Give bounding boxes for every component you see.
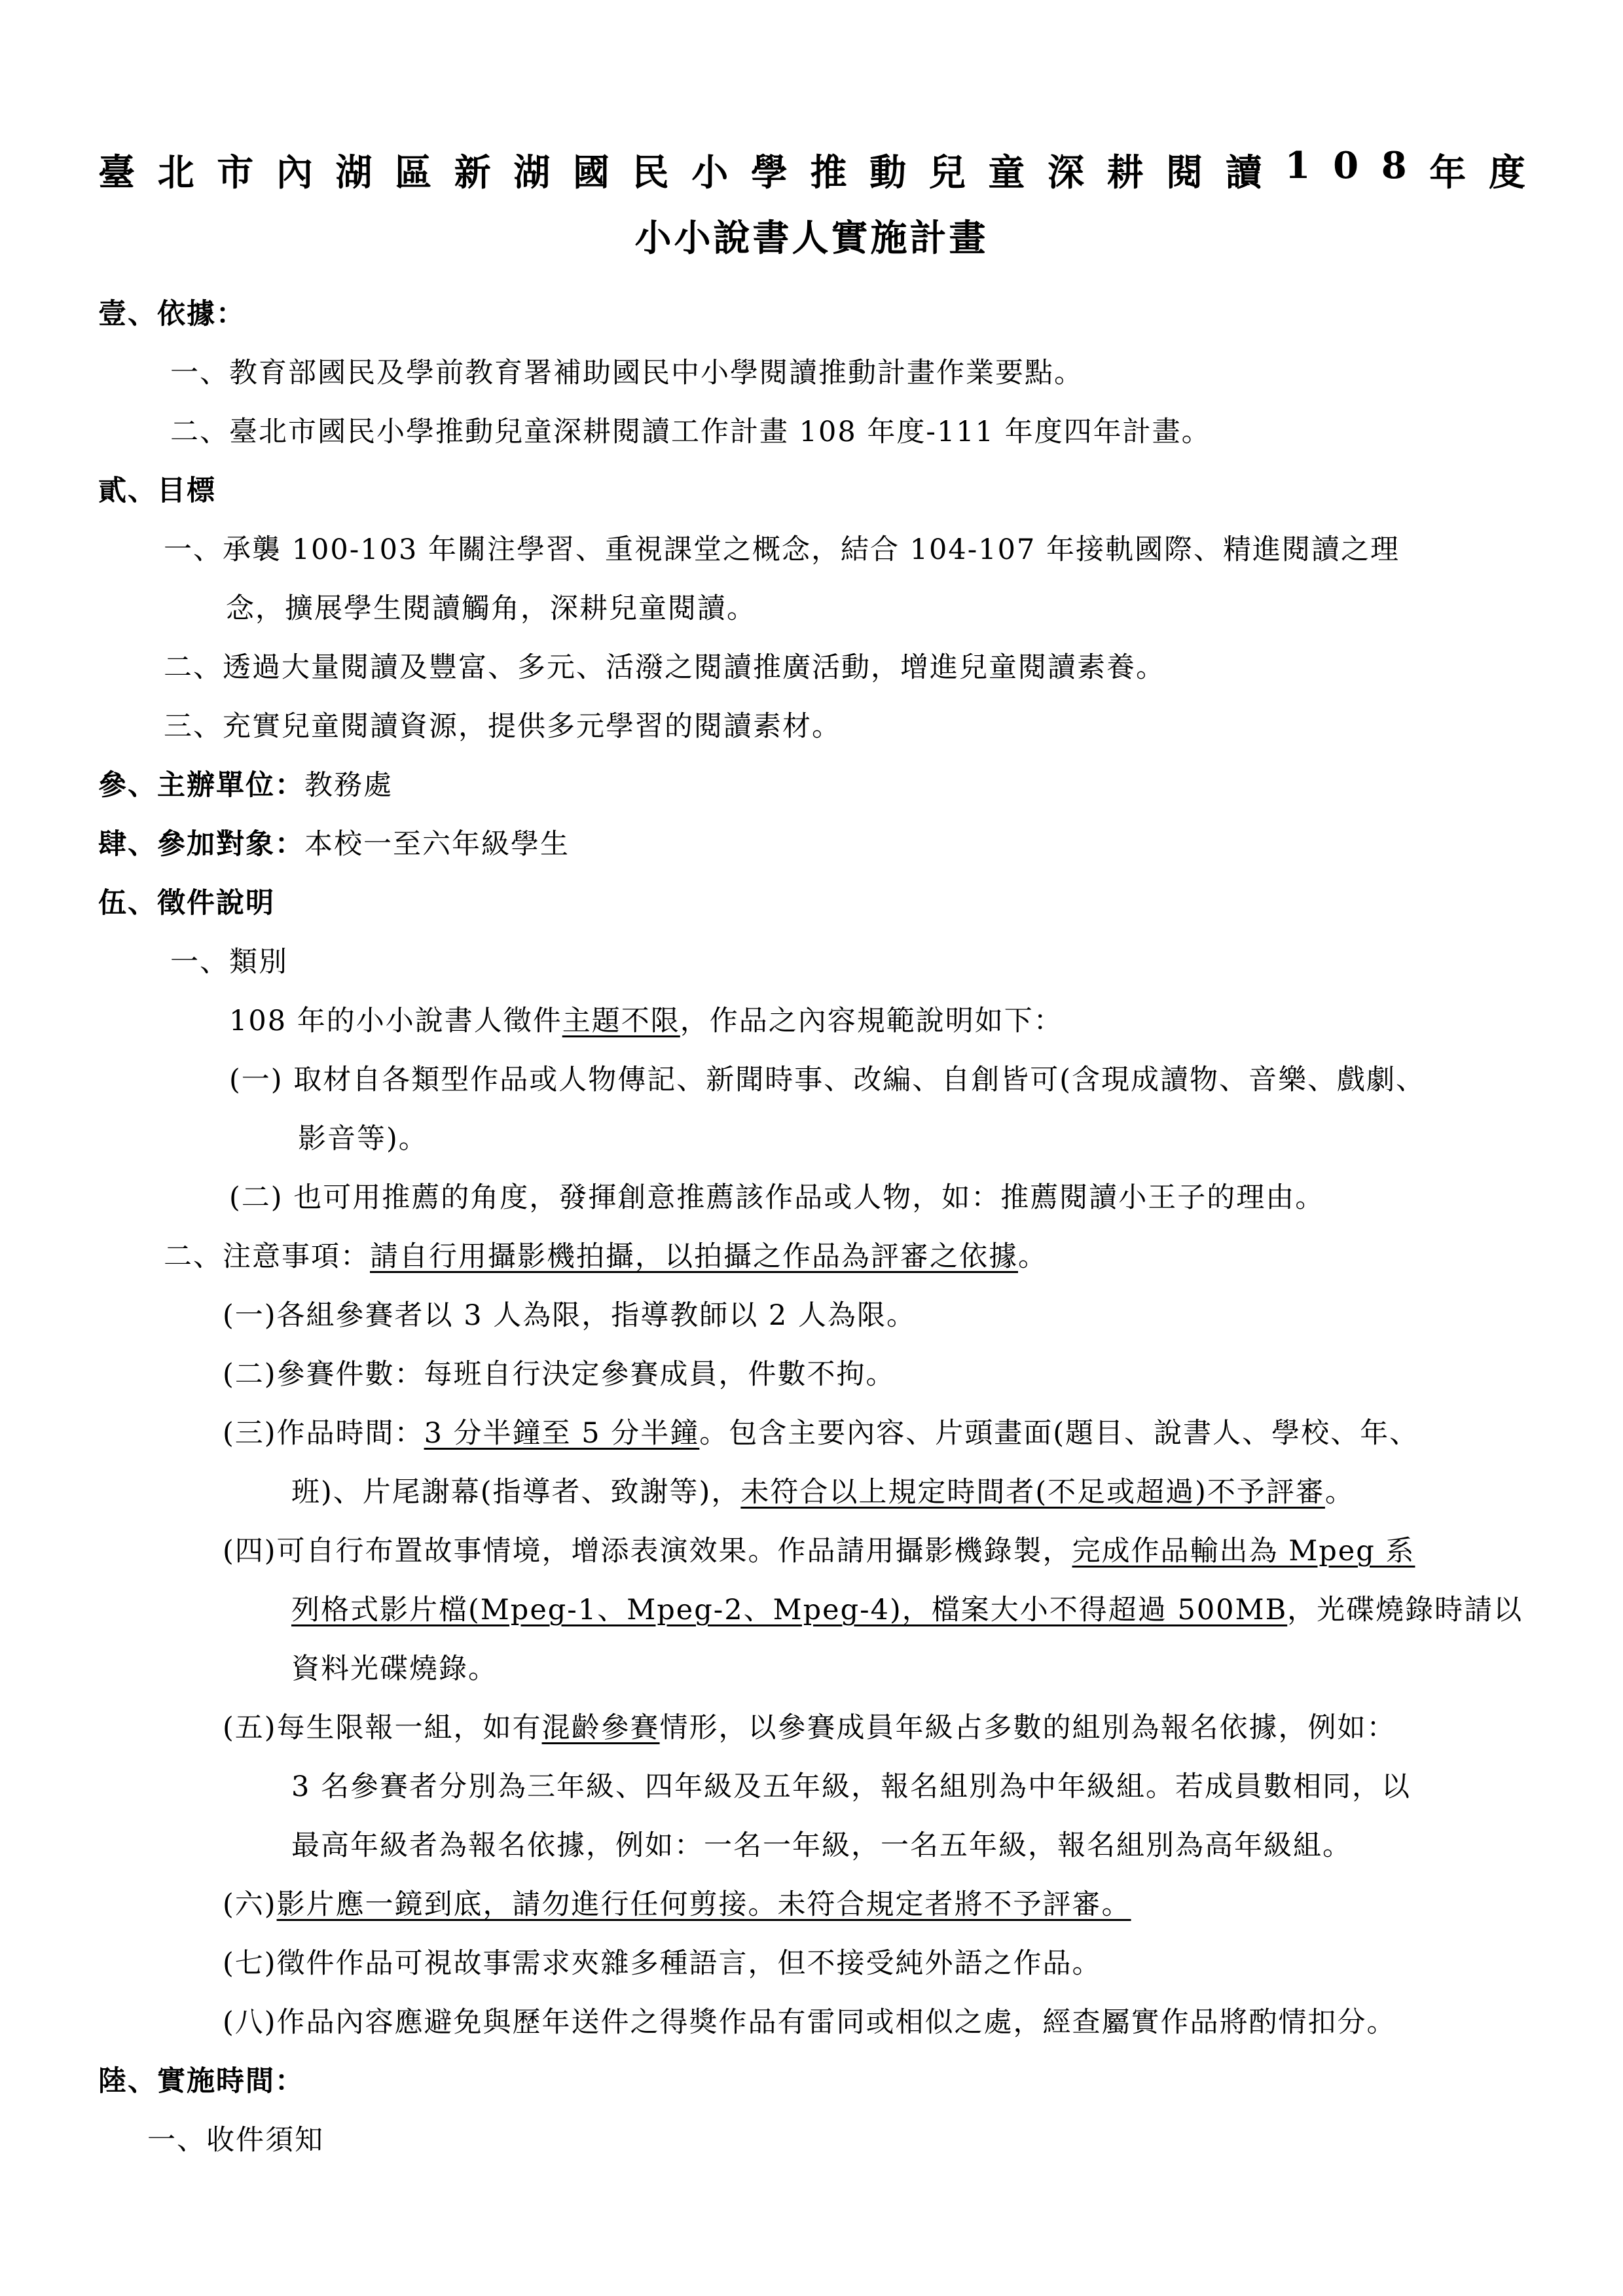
note-3-line-1 xyxy=(223,1414,1419,1453)
title-char: 內 xyxy=(276,151,313,194)
title-char: 度 xyxy=(1488,151,1525,194)
title-char: 新 xyxy=(454,151,491,194)
notes-label: 二、注意事項： xyxy=(164,1240,370,1273)
section-6-item-1: 一、收件須知 xyxy=(147,2124,324,2157)
note-4-underlined: 完成作品輸出為 Mpeg 系 xyxy=(1072,1535,1415,1568)
section-5-category-heading: 一、類別 xyxy=(170,946,288,978)
section-2-item-3: 三、充實兒童閱讀資源，提供多元學習的閱讀素材。 xyxy=(164,710,841,743)
note-3-line-2 xyxy=(291,1473,1355,1512)
category-point-1-line-1: (一) 取材自各類型作品或人物傳記、新聞時事、改編、自創皆可(含現成讀物、音樂、戲劇、 xyxy=(229,1064,1425,1096)
title-char: 臺 xyxy=(98,151,135,194)
notes-underlined: 請自行用攝影機拍攝，以拍攝之作品為評審之依據 xyxy=(370,1240,1018,1273)
section-1-item-2: 二、臺北市國民小學推動兒童深耕閱讀工作計畫 108 年度-111 年度四年計畫。 xyxy=(170,416,1211,448)
section-2-heading: 貳、目標 xyxy=(98,475,216,507)
note-4-underlined-2: 列格式影片檔(Mpeg-1、Mpeg-2、Mpeg-4)，檔案大小不得超過 500MB xyxy=(291,1594,1288,1626)
title-char: 耕 xyxy=(1106,151,1144,194)
section-5-category-intro xyxy=(229,1001,1063,1041)
section-5-heading: 伍、徵件說明 xyxy=(98,887,275,920)
intro-text-end: ，作品之內容規範說明如下： xyxy=(680,1005,1063,1037)
section-1-item-1: 一、教育部國民及學前教育署補助國民中小學閱讀推動計畫作業要點。 xyxy=(170,357,1084,389)
note-6-underlined: 影片應一鏡到底，請勿進行任何剪接。未符合規定者將不予評審。 xyxy=(276,1888,1131,1921)
note-5-text: (五)每生限報一組，如有 xyxy=(223,1712,542,1744)
section-2-item-1-line-1: 一、承襲 100-103 年關注學習、重視課堂之概念，結合 104-107 年接軌國際、精進閱讀之理 xyxy=(164,533,1400,566)
title-char: 國 xyxy=(573,151,610,194)
title-char: 湖 xyxy=(335,151,373,194)
note-6 xyxy=(223,1885,1131,1924)
note-3-label: (三)作品時間： xyxy=(223,1417,424,1450)
document-title-line2: 小小說書人實施計畫 xyxy=(634,217,989,260)
title-char: 深 xyxy=(1048,151,1084,194)
note-3-underlined: 3 分半鐘至 5 分半鐘 xyxy=(424,1417,700,1450)
title-char: 閱 xyxy=(1166,151,1203,194)
title-char: 年 xyxy=(1429,151,1467,194)
section-4-line xyxy=(98,825,570,864)
note-5-line-1 xyxy=(223,1708,1396,1748)
title-char: 小 xyxy=(691,151,729,194)
category-point-1-line-2: 影音等)。 xyxy=(298,1122,428,1155)
section-4-value: 本校一至六年級學生 xyxy=(304,828,570,861)
note-4-line-3: 資料光碟燒錄。 xyxy=(291,1653,498,1685)
notes-heading xyxy=(164,1237,1048,1276)
note-7: (七)徵件作品可視故事需求夾雜多種語言，但不接受純外語之作品。 xyxy=(223,1947,1102,1980)
title-char: 學 xyxy=(750,151,788,194)
section-3-heading: 參、主辦單位： xyxy=(98,769,304,802)
intro-underlined: 主題不限 xyxy=(562,1005,680,1037)
section-1-heading: 壹、依據： xyxy=(98,298,246,331)
note-6-label: (六) xyxy=(223,1888,277,1921)
title-char: 推 xyxy=(810,151,847,194)
section-2-item-2: 二、透過大量閱讀及豐富、多元、活潑之閱讀推廣活動，增進兒童閱讀素養。 xyxy=(164,651,1165,684)
note-3-end: 。 xyxy=(1324,1476,1355,1509)
title-char: 動 xyxy=(869,151,907,194)
note-2: (二)參賽件數：每班自行決定參賽成員，件數不拘。 xyxy=(223,1358,896,1391)
title-char: 0 xyxy=(1333,144,1359,187)
section-2-item-1-line-2: 念，擴展學生閱讀觸角，深耕兒童閱讀。 xyxy=(226,592,756,625)
note-5-line-3: 最高年級者為報名依據，例如：一名一年級，一名五年級，報名組別為高年級組。 xyxy=(291,1829,1352,1862)
note-4-line-1 xyxy=(223,1532,1415,1571)
title-char: 1 xyxy=(1285,144,1311,187)
title-char: 區 xyxy=(395,151,432,194)
intro-text: 108 年的小小說書人徵件 xyxy=(229,1005,562,1037)
document-title-line1 xyxy=(98,144,1525,196)
note-4-text: (四)可自行布置故事情境，增添表演效果。作品請用攝影機錄製， xyxy=(223,1535,1072,1568)
note-8: (八)作品內容應避免與歷年送件之得獎作品有雷同或相似之處，經查屬實作品將酌情扣分。 xyxy=(223,2006,1396,2039)
note-4-line-2 xyxy=(291,1590,1523,1630)
title-char: 兒 xyxy=(928,151,966,194)
title-char: 北 xyxy=(157,151,194,194)
section-6-heading: 陸、實施時間： xyxy=(98,2065,304,2098)
note-5-line-2: 3 名參賽者分別為三年級、四年級及五年級，報名組別為中年級組。若成員數相同，以 xyxy=(291,1770,1412,1803)
title-char: 民 xyxy=(632,151,669,194)
note-3-text: 。包含主要內容、片頭畫面(題目、說書人、學校、年、 xyxy=(699,1417,1419,1450)
title-char: 8 xyxy=(1381,144,1407,187)
section-4-heading: 肆、參加對象： xyxy=(98,828,304,861)
note-5-text-2: 情形，以參賽成員年級占多數的組別為報名依據，例如： xyxy=(659,1712,1396,1744)
note-1: (一)各組參賽者以 3 人為限，指導教師以 2 人為限。 xyxy=(223,1299,916,1332)
note-5-underlined: 混齡參賽 xyxy=(541,1712,660,1744)
note-3-text-2: 班)、片尾謝幕(指導者、致謝等)， xyxy=(291,1476,741,1509)
note-4-text-2: ，光碟燒錄時請以 xyxy=(1287,1594,1523,1626)
title-char: 市 xyxy=(217,151,254,194)
notes-end: 。 xyxy=(1018,1240,1048,1273)
title-char: 童 xyxy=(988,151,1025,194)
title-char: 讀 xyxy=(1225,151,1262,194)
section-3-value: 教務處 xyxy=(304,769,393,802)
category-point-2: (二) 也可用推薦的角度，發揮創意推薦該作品或人物，如：推薦閱讀小王子的理由。 xyxy=(229,1181,1325,1214)
section-3-line xyxy=(98,766,393,805)
note-3-underlined-2: 未符合以上規定時間者(不足或超過)不予評審 xyxy=(740,1476,1325,1509)
title-char: 湖 xyxy=(513,151,551,194)
